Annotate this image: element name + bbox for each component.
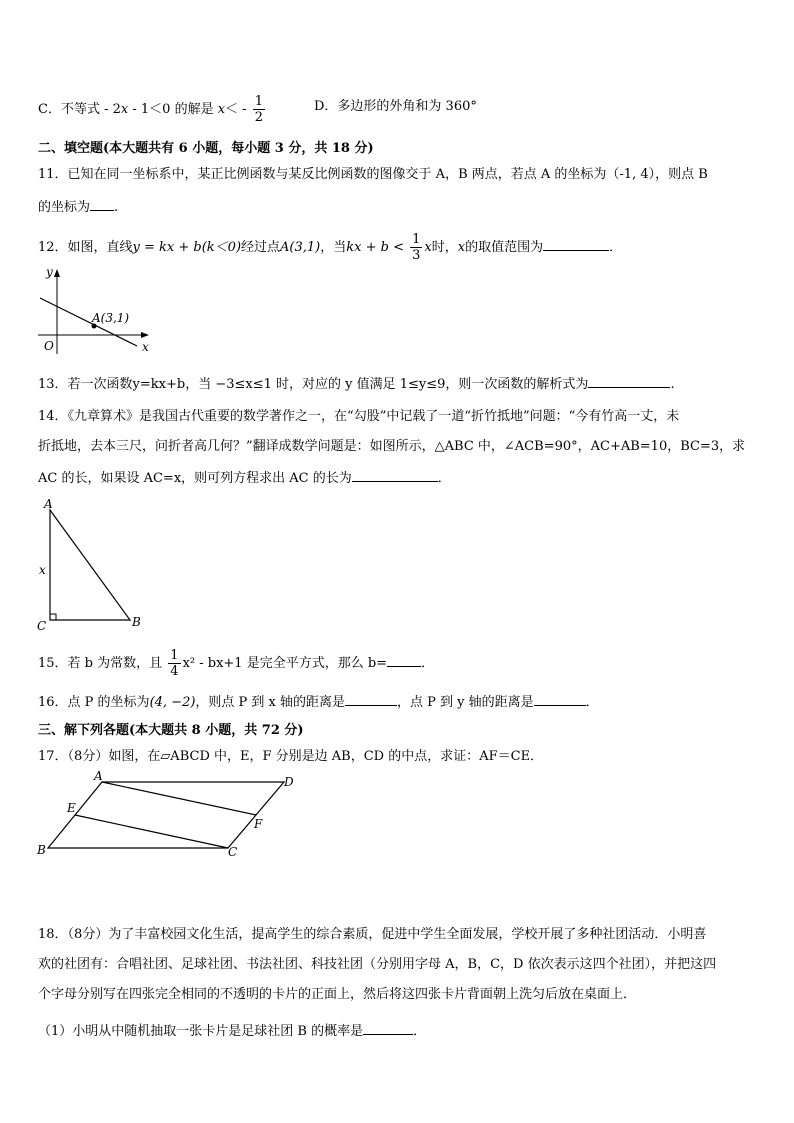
option-c-lt: ＜ - [225,102,247,117]
var-x: x [120,102,129,117]
vertex-c-label: C [228,845,238,859]
q16-line [38,692,599,712]
var-x: x [424,240,432,255]
answer-blank [543,237,609,251]
vertex-d-label: D [284,775,294,789]
answer-blank [534,692,586,706]
q11-line1: 11．已知在同一坐标系中，某正比例函数与某反比例函数的图像交于 A，B 两点，若点 A 的坐标为（-1, 4），则点 B [38,167,708,182]
q16-prefix: 16．点 P 的坐标为 [38,695,150,710]
q18-line2: 欢的社团有：合唱社团、足球社团、书法社团、科技社团（分别用字母 A，B，C，D 依次表示这四个社团），并把这四 [38,957,717,972]
q15-mid: x² - bx+1 是完全平方式，那么 b= [182,656,388,671]
q18-line1: 18．（8分）为了丰富校园文化生活，提高学生的综合素质，促进中学生全面发展，学校开展了多种社团活动．小明喜 [38,927,707,942]
q14-line1: 14．《九章算术》是我国古代重要的数学著作之一，在“勾股”中记载了一道“折竹抵地”问题：“今有竹高一丈，未 [38,409,680,424]
q11-text: 的坐标为 [38,200,91,215]
q12-end: ． [609,240,623,255]
answer-blank [387,653,421,667]
q17-line: 17．（8分）如图，在▱ABCD 中，E，F 分别是边 AB，CD 的中点，求证：AF＝CE． [38,749,544,764]
side-x-label: x [39,563,46,577]
q10-option-c [38,94,267,125]
vertex-b-label: B [37,843,46,857]
vertex-a-label: A [44,497,53,511]
fraction-one-half [253,94,265,125]
answer-blank [588,374,670,388]
q16-mid: ，则点 P 到 x 轴的距离是 [195,695,346,710]
var-x: x [457,240,466,255]
frac-den: 3 [412,248,421,263]
q14-right-triangle [34,496,144,634]
section-3-header: 三、解下列各题(本大题共 8 小题，共 72 分) [38,723,304,738]
answer-blank [352,468,438,482]
y-axis-arrow [54,269,60,277]
triangle-abc [50,510,130,620]
q12-suffix: 的取值范围为 [465,240,544,255]
right-angle-mark [50,614,56,620]
q16-end: ． [585,695,599,710]
q15-end: ． [421,656,435,671]
answer-blank [363,1021,413,1035]
answer-blank [90,197,114,211]
option-c-text: C．不等式 - 2 [38,102,121,117]
point-f-label: F [254,817,263,831]
q10-option-d: D．多边形的外角和为 360° [314,99,477,114]
q18-sub1 [38,1021,426,1041]
frac-num: 1 [412,232,421,247]
q14-end: ． [437,471,451,486]
option-c-mid: - 1＜0 的解是 [128,102,218,117]
q12-prefix: 12．如图，直线 [38,240,133,255]
origin-label: O [44,339,54,353]
q12-inequality: kx + b < [346,240,404,255]
q12-equation: y = kx + b(k＜0) [132,240,242,255]
x-axis-arrow [141,332,149,338]
q18-line3: 个字母分别写在四张完全相同的不透明的卡片的正面上，然后将这四张卡片背面朝上洗匀后放在桌面上． [38,987,637,1002]
q18-sub1-end: ． [413,1024,427,1039]
q18-sub1-text: （1）小明从中随机抽取一张卡片是足球社团 B 的概率是 [38,1024,364,1039]
q13-text: 13．若一次函数y=kx+b，当 −3≤x≤1 时，对应的 y 值满足 1≤y≤9，则一次函数的解析式为 [38,377,589,392]
q12-line [38,232,622,263]
point-a-label: A(3,1) [92,311,130,325]
q12-point: A(3,1) [280,240,321,255]
frac-num: 1 [170,648,179,663]
q12-mid3: 时， [431,240,458,255]
q15-prefix: 15．若 b 为常数，且 [38,656,163,671]
y-axis-label: y [46,265,53,279]
q12-mid2: ，当 [320,240,347,255]
q14-line2: 折抵地，去本三尺，问折者高几何？”翻译成数学问题是：如图所示，△ABC 中，∠ACB=90°，AC+AB=10，BC=3，求 [38,439,746,454]
q11-line2: 的坐标为 . [38,197,118,217]
vertex-a-label: A [94,769,103,783]
frac-num: 1 [254,94,263,109]
vertex-b-label: B [132,615,141,629]
q13-end: . [670,377,675,392]
answer-blank [345,692,397,706]
var-x: x [217,102,226,117]
q17-parallelogram [34,768,304,860]
fraction-one-quarter [168,648,180,679]
q14-line3 [38,468,451,488]
q15-line [38,648,434,679]
x-axis-label: x [142,340,149,354]
section-2-header: 二、填空题(本大题共有 6 小题，每小题 3 分，共 18 分) [38,141,374,156]
parallelogram-abcd [48,782,284,848]
vertex-c-label: C [37,619,47,633]
frac-den: 4 [170,664,179,679]
q14-text: AC 的长，如果设 AC=x，则可列方程求出 AC 的长为 [38,471,352,486]
q13-line [38,374,675,394]
point-e-label: E [67,801,76,815]
q12-mid: 经过点 [241,240,281,255]
q16-point: (4, −2) [149,695,196,710]
segment-ec [75,815,228,848]
fraction-one-third [410,232,422,263]
frac-den: 2 [254,110,263,125]
q16-mid2: ，点 P 到 y 轴的距离是 [397,695,534,710]
q12-line-graph [34,264,164,360]
segment-af [102,782,256,815]
